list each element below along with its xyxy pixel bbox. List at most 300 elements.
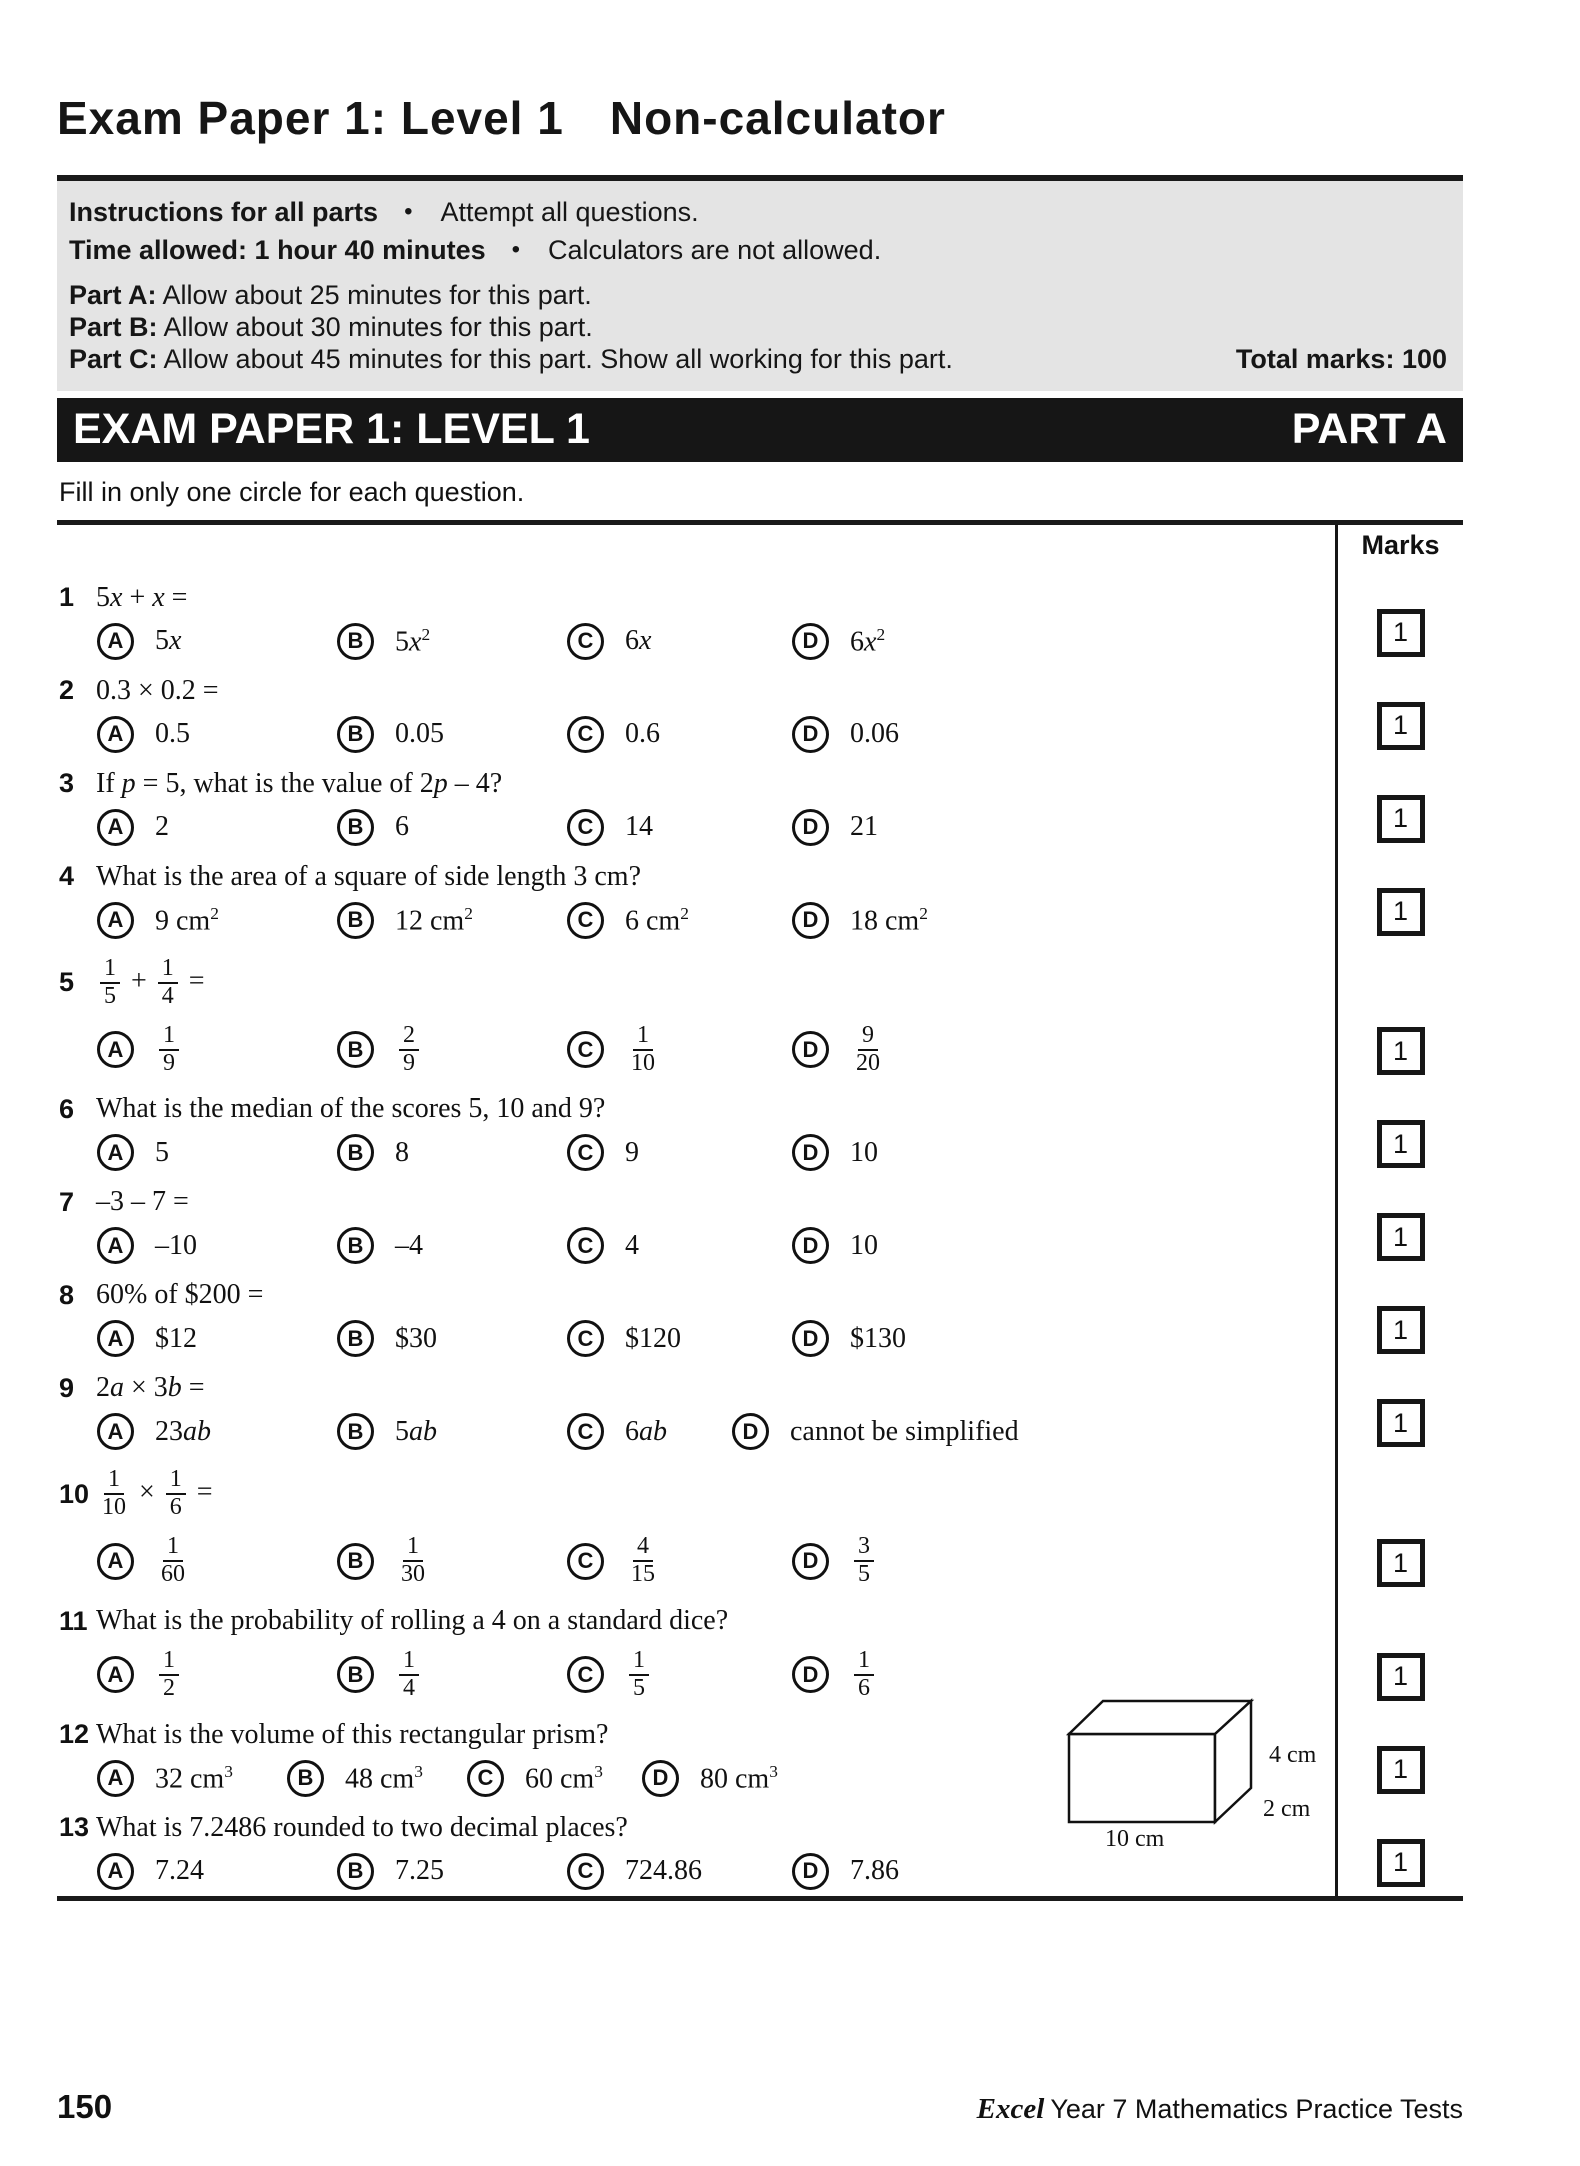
option-value: 6ab bbox=[625, 1415, 667, 1447]
page-title bbox=[57, 92, 1463, 144]
options-row bbox=[59, 1021, 1335, 1079]
answer-option-D[interactable] bbox=[792, 809, 1335, 846]
question-number: 10 bbox=[59, 1478, 90, 1509]
options-row bbox=[59, 1134, 1335, 1171]
option-bubble-D[interactable]: D bbox=[792, 1320, 829, 1357]
banner-part: PART A bbox=[1291, 405, 1447, 454]
answer-option-C[interactable] bbox=[567, 1021, 792, 1079]
option-bubble-B[interactable]: B bbox=[337, 623, 374, 660]
question-list bbox=[57, 573, 1463, 1896]
option-bubble-C[interactable]: C bbox=[567, 1134, 604, 1171]
part-b-label: Part B: bbox=[69, 311, 158, 342]
answer-option-B[interactable] bbox=[337, 902, 567, 939]
answer-option-A[interactable] bbox=[97, 1320, 337, 1357]
fraction: $\frac{1}{30}$ bbox=[401, 1533, 425, 1588]
option-bubble-D[interactable]: D bbox=[732, 1413, 769, 1450]
option-value: 6x bbox=[625, 625, 652, 657]
total-marks: Total marks: 100 bbox=[1235, 343, 1447, 374]
answer-option-B[interactable] bbox=[337, 1532, 567, 1590]
question-body bbox=[57, 945, 1335, 1085]
question-number: 6 bbox=[59, 1093, 75, 1124]
answer-option-C[interactable] bbox=[567, 809, 792, 846]
option-bubble-B[interactable]: B bbox=[337, 1853, 374, 1890]
instructions-line-1 bbox=[69, 193, 1447, 231]
option-bubble-A[interactable]: A bbox=[97, 809, 134, 846]
answer-option-D[interactable] bbox=[792, 1134, 1335, 1171]
option-bubble-A[interactable]: A bbox=[97, 1760, 134, 1797]
fraction: $\frac{3}{5}$ bbox=[854, 1534, 874, 1588]
answer-option-C[interactable] bbox=[567, 1646, 792, 1704]
answer-option-C[interactable] bbox=[567, 1227, 792, 1264]
fraction: $\frac{1}{6}$ bbox=[166, 1467, 186, 1521]
fraction: $\frac{1}{10}$ bbox=[631, 1021, 655, 1076]
question-number: 4 bbox=[59, 861, 75, 892]
question-number: 5 bbox=[59, 967, 75, 998]
option-value: 0.6 bbox=[625, 718, 660, 750]
question-number: 12 bbox=[59, 1719, 90, 1750]
part-c-text: Allow about 45 minutes for this part. Show all working for this part. bbox=[163, 343, 953, 374]
option-bubble-C[interactable]: C bbox=[567, 1543, 604, 1580]
mark-box: 1 bbox=[1377, 1027, 1425, 1075]
answer-option-C[interactable] bbox=[567, 1532, 792, 1590]
option-value: –10 bbox=[155, 1229, 197, 1261]
question-row-6 bbox=[57, 1084, 1463, 1177]
question-stem bbox=[59, 1465, 1335, 1523]
question-row-2 bbox=[57, 666, 1463, 759]
mark-box: 1 bbox=[1377, 1399, 1425, 1447]
option-bubble-D[interactable]: D bbox=[792, 809, 829, 846]
option-value: 10 bbox=[850, 1136, 878, 1168]
option-bubble-D[interactable]: D bbox=[792, 1543, 829, 1580]
marks-cell bbox=[1335, 1596, 1463, 1710]
section-banner bbox=[57, 398, 1463, 462]
question-row-5 bbox=[57, 945, 1463, 1085]
option-bubble-B[interactable]: B bbox=[337, 809, 374, 846]
mark-box: 1 bbox=[1377, 1539, 1425, 1587]
fraction: $\frac{1}{4}$ bbox=[158, 956, 178, 1010]
question-row-11 bbox=[57, 1596, 1463, 1710]
question-body bbox=[57, 1084, 1335, 1177]
marks-cell bbox=[1335, 1803, 1463, 1896]
question-text: $\frac{1}{10}$ × $\frac{1}{6}$ = bbox=[102, 1466, 213, 1521]
answer-option-C[interactable] bbox=[567, 1853, 792, 1890]
answer-option-B[interactable] bbox=[287, 1760, 467, 1797]
option-bubble-C[interactable]: C bbox=[567, 1227, 604, 1264]
option-value: 21 bbox=[850, 811, 878, 843]
option-bubble-D[interactable]: D bbox=[792, 1134, 829, 1171]
question-row-13 bbox=[57, 1803, 1463, 1896]
option-bubble-C[interactable]: C bbox=[567, 1413, 604, 1450]
option-bubble-C[interactable]: C bbox=[567, 902, 604, 939]
option-value: 60 $cm^3$ bbox=[525, 1761, 603, 1795]
question-body bbox=[57, 1270, 1335, 1363]
option-value: 7.25 bbox=[395, 1855, 444, 1887]
option-value: 0.5 bbox=[155, 718, 190, 750]
answer-option-D[interactable] bbox=[792, 1021, 1335, 1079]
option-bubble-C[interactable]: C bbox=[567, 623, 604, 660]
marks-cell bbox=[1335, 1084, 1463, 1177]
option-bubble-A[interactable]: A bbox=[97, 716, 134, 753]
option-value: 5 bbox=[155, 1136, 169, 1168]
option-value: 9 $cm^2$ bbox=[155, 903, 219, 936]
question-stem bbox=[59, 1372, 1335, 1404]
option-value: $12 bbox=[155, 1322, 197, 1354]
option-bubble-B[interactable]: B bbox=[337, 1413, 374, 1450]
mark-box: 1 bbox=[1377, 1746, 1425, 1794]
mark-box: 1 bbox=[1377, 609, 1425, 657]
marks-cell bbox=[1335, 1177, 1463, 1270]
answer-option-A[interactable] bbox=[97, 1646, 337, 1704]
marks-cell bbox=[1335, 1710, 1463, 1803]
option-bubble-B[interactable]: B bbox=[337, 1320, 374, 1357]
answer-option-C[interactable] bbox=[567, 1134, 792, 1171]
footer-series-title: Year 7 Mathematics Practice Tests bbox=[1050, 2094, 1463, 2124]
option-value: 7.86 bbox=[850, 1855, 899, 1887]
option-bubble-B[interactable]: B bbox=[287, 1760, 324, 1797]
question-text: What is 7.2486 rounded to two decimal places? bbox=[96, 1811, 628, 1843]
answer-option-D[interactable] bbox=[792, 1227, 1335, 1264]
answer-option-C[interactable] bbox=[567, 1320, 792, 1357]
answer-option-A[interactable] bbox=[97, 623, 337, 660]
mark-box: 1 bbox=[1377, 702, 1425, 750]
option-bubble-B[interactable]: B bbox=[337, 1543, 374, 1580]
option-bubble-A[interactable]: A bbox=[97, 1656, 134, 1693]
option-value: cannot be simplified bbox=[790, 1415, 1019, 1447]
option-value: 7.24 bbox=[155, 1855, 204, 1887]
question-body bbox=[57, 1456, 1335, 1596]
answer-option-D[interactable] bbox=[792, 1320, 1335, 1357]
option-bubble-A[interactable]: A bbox=[97, 902, 134, 939]
question-stem bbox=[59, 582, 1335, 614]
answer-option-C[interactable] bbox=[567, 623, 792, 660]
question-row-8 bbox=[57, 1270, 1463, 1363]
answer-option-B[interactable] bbox=[337, 1021, 567, 1079]
answer-option-A[interactable] bbox=[97, 1413, 337, 1450]
question-stem bbox=[59, 954, 1335, 1012]
option-value bbox=[395, 1532, 431, 1590]
answer-option-A[interactable] bbox=[97, 1760, 287, 1797]
option-bubble-A[interactable]: A bbox=[97, 1853, 134, 1890]
option-value: –4 bbox=[395, 1229, 423, 1261]
option-value: 8 bbox=[395, 1136, 409, 1168]
option-bubble-A[interactable]: A bbox=[97, 1227, 134, 1264]
option-bubble-D[interactable]: D bbox=[792, 902, 829, 939]
options-row bbox=[59, 1320, 1335, 1357]
option-value: 9 bbox=[625, 1136, 639, 1168]
fraction: $\frac{1}{5}$ bbox=[629, 1648, 649, 1702]
option-value: 4 bbox=[625, 1229, 639, 1261]
marks-cell bbox=[1335, 852, 1463, 945]
option-value: 48 $cm^3$ bbox=[345, 1761, 423, 1795]
question-text: –3 – 7 = bbox=[96, 1186, 189, 1218]
question-row-7 bbox=[57, 1177, 1463, 1270]
option-value bbox=[155, 1532, 191, 1590]
option-bubble-B[interactable]: B bbox=[337, 1134, 374, 1171]
question-text: If p = 5, what is the value of 2p – 4? bbox=[96, 767, 503, 799]
question-stem bbox=[59, 1186, 1335, 1218]
options-row bbox=[59, 1853, 1335, 1890]
answer-option-B[interactable] bbox=[337, 809, 567, 846]
marks-header-label: Marks bbox=[1361, 529, 1440, 560]
fraction: $\frac{1}{60}$ bbox=[161, 1533, 185, 1588]
answer-option-C[interactable] bbox=[567, 1413, 732, 1450]
option-bubble-A[interactable]: A bbox=[97, 1413, 134, 1450]
question-stem bbox=[59, 1093, 1335, 1125]
marks-cell bbox=[1335, 573, 1463, 666]
marks-cell bbox=[1335, 1270, 1463, 1363]
question-text: What is the probability of rolling a 4 on a standard dice? bbox=[96, 1605, 729, 1637]
question-stem bbox=[59, 768, 1335, 800]
question-text: 5x + x = bbox=[96, 581, 188, 613]
question-body bbox=[57, 759, 1335, 852]
option-value: 5ab bbox=[395, 1415, 437, 1447]
instructions-text-2: Calculators are not allowed. bbox=[548, 234, 882, 265]
question-text: What is the median of the scores 5, 10 and 9? bbox=[96, 1093, 606, 1125]
option-value: 6 $cm^2$ bbox=[625, 903, 689, 936]
option-value: 2 bbox=[155, 811, 169, 843]
question-table bbox=[57, 520, 1463, 1901]
prism-width-label: 10 cm bbox=[1105, 1825, 1165, 1852]
option-bubble-D[interactable]: D bbox=[792, 1853, 829, 1890]
marks-cell bbox=[1335, 1363, 1463, 1456]
fraction: $\frac{1}{4}$ bbox=[399, 1648, 419, 1702]
option-bubble-B[interactable]: B bbox=[337, 902, 374, 939]
answer-option-B[interactable] bbox=[337, 1134, 567, 1171]
answer-option-B[interactable] bbox=[337, 1646, 567, 1704]
mark-box: 1 bbox=[1377, 1653, 1425, 1701]
question-stem bbox=[59, 1605, 1335, 1637]
question-number: 13 bbox=[59, 1812, 90, 1843]
option-bubble-D[interactable]: D bbox=[792, 1031, 829, 1068]
option-bubble-C[interactable]: C bbox=[567, 1853, 604, 1890]
instructions-line-2 bbox=[69, 231, 1447, 269]
question-stem bbox=[59, 861, 1335, 893]
question-number: 1 bbox=[59, 582, 75, 613]
marks-header-row bbox=[57, 525, 1463, 573]
option-value bbox=[625, 1021, 661, 1079]
question-body bbox=[57, 573, 1335, 666]
question-text: 0.3 × 0.2 = bbox=[96, 674, 219, 706]
option-value: $120 bbox=[625, 1322, 681, 1354]
answer-option-B[interactable] bbox=[337, 1227, 567, 1264]
answer-option-C[interactable] bbox=[567, 902, 792, 939]
question-row-9 bbox=[57, 1363, 1463, 1456]
part-a-label: Part A: bbox=[69, 279, 157, 310]
question-text: What is the area of a square of side length 3 cm? bbox=[96, 860, 642, 892]
fill-instruction: Fill in only one circle for each question. bbox=[59, 476, 525, 507]
option-bubble-B[interactable]: B bbox=[337, 716, 374, 753]
banner-title: EXAM PAPER 1: LEVEL 1 bbox=[73, 405, 590, 454]
option-value: 724.86 bbox=[625, 1855, 702, 1887]
option-value bbox=[395, 1021, 423, 1079]
page-title-right: Non-calculator bbox=[609, 92, 946, 144]
options-row bbox=[59, 716, 1335, 753]
fraction: $\frac{2}{9}$ bbox=[399, 1023, 419, 1077]
fraction: $\frac{9}{20}$ bbox=[856, 1021, 880, 1076]
question-body bbox=[57, 1803, 1335, 1896]
answer-option-A[interactable] bbox=[97, 809, 337, 846]
answer-option-D[interactable] bbox=[792, 716, 1335, 753]
fraction: $\frac{1}{9}$ bbox=[159, 1023, 179, 1077]
option-bubble-C[interactable]: C bbox=[567, 716, 604, 753]
fraction: $\frac{4}{15}$ bbox=[631, 1533, 655, 1588]
options-row bbox=[59, 1413, 1335, 1450]
option-bubble-C[interactable]: C bbox=[567, 1320, 604, 1357]
option-bubble-A[interactable]: A bbox=[97, 1320, 134, 1357]
answer-option-D[interactable] bbox=[792, 902, 1335, 939]
page-footer bbox=[57, 2088, 1463, 2126]
option-value: 10 bbox=[850, 1229, 878, 1261]
fraction: $\frac{1}{2}$ bbox=[159, 1648, 179, 1702]
answer-option-C[interactable] bbox=[467, 1760, 642, 1797]
answer-option-A[interactable] bbox=[97, 1227, 337, 1264]
question-number: 11 bbox=[59, 1605, 88, 1636]
option-value bbox=[625, 1532, 661, 1590]
option-bubble-D[interactable]: D bbox=[792, 1227, 829, 1264]
option-value: 23ab bbox=[155, 1415, 211, 1447]
options-row bbox=[59, 623, 1335, 660]
mark-box: 1 bbox=[1377, 1213, 1425, 1261]
marks-column-header bbox=[1335, 525, 1463, 573]
answer-option-A[interactable] bbox=[97, 1134, 337, 1171]
question-text: 60% of $200 = bbox=[96, 1279, 264, 1311]
mark-box: 1 bbox=[1377, 1839, 1425, 1887]
answer-option-D[interactable] bbox=[792, 1532, 1335, 1590]
answer-option-B[interactable] bbox=[337, 716, 567, 753]
fraction: $\frac{1}{6}$ bbox=[854, 1648, 874, 1702]
options-row bbox=[59, 1532, 1335, 1590]
option-value: 6 bbox=[395, 811, 409, 843]
part-b-text: Allow about 30 minutes for this part. bbox=[163, 311, 593, 342]
option-bubble-B[interactable]: B bbox=[337, 1031, 374, 1068]
brand-logo: Excel bbox=[976, 2093, 1045, 2125]
option-bubble-D[interactable]: D bbox=[642, 1760, 679, 1797]
answer-option-C[interactable] bbox=[567, 716, 792, 753]
answer-option-B[interactable] bbox=[337, 1320, 567, 1357]
question-stem bbox=[59, 1279, 1335, 1311]
question-body bbox=[57, 1177, 1335, 1270]
fraction: $\frac{1}{5}$ bbox=[100, 956, 120, 1010]
options-row bbox=[59, 1227, 1335, 1264]
option-value: 0.05 bbox=[395, 718, 444, 750]
option-bubble-C[interactable]: C bbox=[567, 809, 604, 846]
option-value bbox=[850, 1646, 878, 1704]
marks-cell bbox=[1335, 666, 1463, 759]
option-value: 18 $cm^2$ bbox=[850, 903, 928, 936]
mark-box: 1 bbox=[1377, 1120, 1425, 1168]
option-bubble-A[interactable]: A bbox=[97, 1134, 134, 1171]
option-value: $130 bbox=[850, 1322, 906, 1354]
option-value: 80 $cm^3$ bbox=[700, 1761, 778, 1795]
part-c-line bbox=[69, 343, 1447, 375]
part-a-line bbox=[69, 279, 1447, 311]
question-stem bbox=[59, 675, 1335, 707]
option-value bbox=[155, 1021, 183, 1079]
option-bubble-D[interactable]: D bbox=[792, 1656, 829, 1693]
option-value bbox=[395, 1646, 423, 1704]
option-bubble-C[interactable]: C bbox=[567, 1031, 604, 1068]
mark-box: 1 bbox=[1377, 795, 1425, 843]
question-body bbox=[57, 1363, 1335, 1456]
option-value bbox=[850, 1021, 886, 1079]
part-b-line bbox=[69, 311, 1447, 343]
answer-option-A[interactable] bbox=[97, 716, 337, 753]
question-body bbox=[57, 1596, 1335, 1710]
fraction: $\frac{1}{10}$ bbox=[102, 1466, 126, 1521]
answer-option-B[interactable] bbox=[337, 623, 567, 660]
answer-option-D[interactable] bbox=[792, 623, 1335, 660]
option-bubble-B[interactable]: B bbox=[337, 1227, 374, 1264]
question-row-1 bbox=[57, 573, 1463, 666]
option-bubble-A[interactable]: A bbox=[97, 1031, 134, 1068]
question-row-4 bbox=[57, 852, 1463, 945]
bullet-icon: • bbox=[511, 235, 521, 263]
answer-option-A[interactable] bbox=[97, 902, 337, 939]
bullet-icon: • bbox=[404, 197, 413, 225]
option-value bbox=[155, 1646, 183, 1704]
answer-option-A[interactable] bbox=[97, 1021, 337, 1079]
option-value: 32 $cm^3$ bbox=[155, 1761, 233, 1795]
option-value: $30 bbox=[395, 1322, 437, 1354]
question-body bbox=[57, 852, 1335, 945]
option-value: 12 $cm^2$ bbox=[395, 903, 473, 936]
option-bubble-B[interactable]: B bbox=[337, 1656, 374, 1693]
option-value: $6x^2$ bbox=[850, 624, 886, 657]
answer-option-B[interactable] bbox=[337, 1413, 567, 1450]
answer-option-D[interactable] bbox=[792, 1853, 1335, 1890]
question-body bbox=[57, 666, 1335, 759]
question-row-10 bbox=[57, 1456, 1463, 1596]
question-number: 2 bbox=[59, 675, 75, 706]
question-number: 7 bbox=[59, 1186, 75, 1217]
question-text: What is the volume of this rectangular prism? bbox=[96, 1718, 609, 1750]
prism-height-label: 4 cm bbox=[1269, 1741, 1317, 1768]
option-value bbox=[625, 1646, 653, 1704]
question-row-3 bbox=[57, 759, 1463, 852]
option-bubble-D[interactable]: D bbox=[792, 623, 829, 660]
answer-option-A[interactable] bbox=[97, 1853, 337, 1890]
question-number: 3 bbox=[59, 768, 75, 799]
options-row bbox=[59, 809, 1335, 846]
part-a-text: Allow about 25 minutes for this part. bbox=[162, 279, 592, 310]
page-title-left: Exam Paper 1: Level 1 bbox=[57, 92, 564, 144]
question-text: 2a × 3b = bbox=[96, 1372, 205, 1404]
question-text: $\frac{1}{5}$ + $\frac{1}{4}$ = bbox=[96, 954, 205, 1012]
instructions-text-1: Attempt all questions. bbox=[440, 196, 699, 227]
prism-depth-label: 2 cm bbox=[1263, 1795, 1311, 1822]
footer-brand-line bbox=[977, 2093, 1463, 2126]
answer-option-D[interactable] bbox=[732, 1413, 1335, 1450]
answer-option-A[interactable] bbox=[97, 1532, 337, 1590]
question-number: 9 bbox=[59, 1372, 75, 1403]
instructions-box bbox=[57, 181, 1463, 391]
option-bubble-C[interactable]: C bbox=[567, 1656, 604, 1693]
option-bubble-C[interactable]: C bbox=[467, 1760, 504, 1797]
marks-cell bbox=[1335, 945, 1463, 1085]
page-number: 150 bbox=[57, 2088, 113, 2125]
option-bubble-A[interactable]: A bbox=[97, 623, 134, 660]
option-bubble-D[interactable]: D bbox=[792, 716, 829, 753]
option-bubble-A[interactable]: A bbox=[97, 1543, 134, 1580]
option-value: 14 bbox=[625, 811, 653, 843]
option-value: 5x bbox=[155, 625, 182, 657]
time-allowed-label: Time allowed: 1 hour 40 minutes bbox=[69, 234, 486, 265]
marks-cell bbox=[1335, 1456, 1463, 1596]
instructions-heading: Instructions for all parts bbox=[69, 196, 379, 227]
question-number: 8 bbox=[59, 1279, 75, 1310]
option-value: $5x^2$ bbox=[395, 624, 431, 657]
answer-option-B[interactable] bbox=[337, 1853, 567, 1890]
